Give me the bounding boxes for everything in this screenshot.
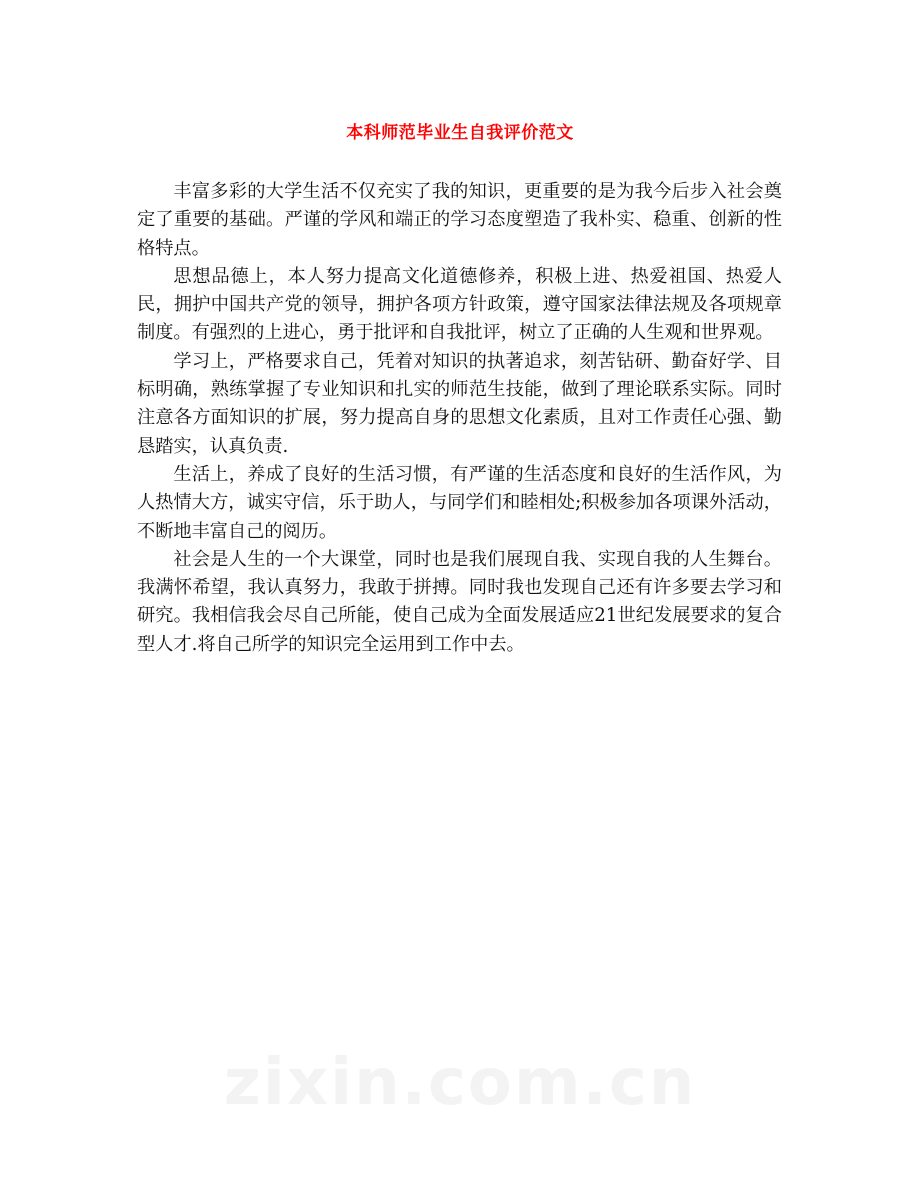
paragraph-society: 社会是人生的一个大课堂，同时也是我们展现自我、实现自我的人生舞台。我满怀希望，我认真努力，我敢于拼搏。同时我也发现自己还有许多要去学习和研究。我相信我会尽自己所能，使自己成为全面发展适应21世纪发展要求的复合型人才.将自己所学的知识完全运用到工作中去。 xyxy=(137,548,782,655)
paragraph-intro: 丰富多彩的大学生活不仅充实了我的知识，更重要的是为我今后步入社会奠定了重要的基础。严谨的学风和端正的学习态度塑造了我朴实、稳重、创新的性格特点。 xyxy=(137,181,782,259)
paragraph-moral: 思想品德上，本人努力提高文化道德修养，积极上进、热爱祖国、热爱人民，拥护中国共产党的领导，拥护各项方针政策，遵守国家法律法规及各项规章制度。有强烈的上进心，勇于批评和自我批评，树立了正确的人生观和世界观。 xyxy=(137,265,782,344)
paragraph-study: 学习上，严格要求自己，凭着对知识的执著追求，刻苦钻研、勤奋好学、目标明确，熟练掌握了专业知识和扎实的师范生技能，做到了理论联系实际。同时注意各方面知识的扩展，努力提高自身的思想文化素质，且对工作责任心强、勤恳踏实，认真负责. xyxy=(137,350,782,457)
document-title: 本科师范毕业生自我评价范文 xyxy=(346,123,574,143)
document-body xyxy=(137,178,782,659)
paragraph-life: 生活上，养成了良好的生活习惯，有严谨的生活态度和良好的生活作风，为人热情大方，诚实守信，乐于助人，与同学们和睦相处;积极参加各项课外活动，不断地丰富自己的阅历。 xyxy=(137,463,782,542)
watermark: zixin.com.cn xyxy=(223,1046,697,1120)
